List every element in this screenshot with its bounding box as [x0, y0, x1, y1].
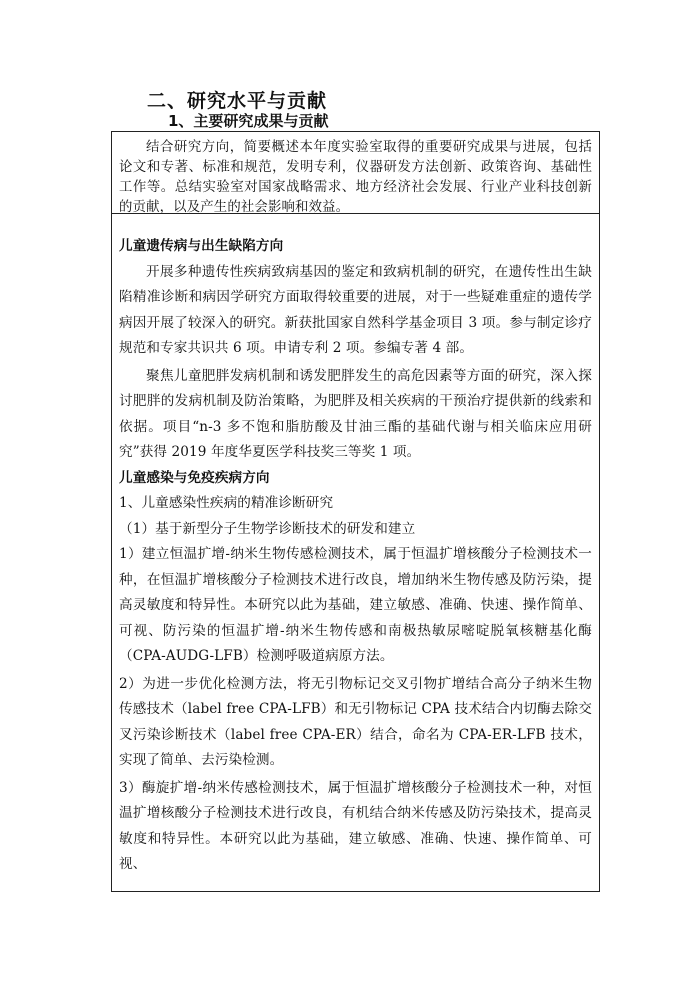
direction-title: 儿童感染与免疫疾病方向 — [119, 469, 270, 486]
list-item: 3）酶旋扩增-纳米传感检测技术，属于恒温扩增核酸分子检测技术一种，对恒温扩增核酸分子检测技术进行改良，有机结合纳米传感及防污染技术，提高灵敏度和特异性。本研究以此为基础，建立敏感、准确、快速、操作简单、可视、 — [119, 779, 592, 872]
direction-title: 儿童遗传病与出生缺陷方向 — [119, 238, 284, 254]
subsection-heading: 1、主要研究成果与贡献 — [168, 112, 329, 130]
paragraph: 开展多种遗传性疾病致病基因的鉴定和致病机制的研究，在遗传性出生缺陷精准诊断和病因学研究方面取得较重要的进展，对于一些疑难重症的遗传学病因开展了较深入的研究。新获批国家自然科学基金项目 3 项。参与制定诊疗规范和专家共识共 6 项。申请专利 2 项。参编专著 4 部。 — [119, 263, 592, 356]
instruction-text: 结合研究方向，简要概述本年度实验室取得的重要研究成果与进展，包括论文和专著、标准和规范，发明专利，仪器研发方法创新、政策咨询、基础性工作等。总结实验室对国家战略需求、地方经济社会发展、行业产业科技创新的贡献，以及产生的社会影响和效益。 — [119, 140, 592, 215]
list-item: 2）为进一步优化检测方法，将无引物标记交叉引物扩增结合高分子纳米生物传感技术（label free CPA-LFB）和无引物标记 CPA 技术结合内切酶去除交叉污染诊断技术（label free CPA-ER）结合，命名为 CPA-ER-LFB 技术，实现了简单、去污染检测。 — [119, 675, 592, 768]
table-divider — [112, 213, 599, 214]
report-body — [119, 232, 592, 878]
content-table — [111, 131, 600, 892]
list-item: 1）建立恒温扩增-纳米生物传感检测技术，属于恒温扩增核酸分子检测技术一种，在恒温扩增核酸分子检测技术进行改良，增加纳米生物传感及防污染，提高灵敏度和特异性。本研究以此为基础，建立敏感、准确、快速、操作简单、可视、防污染的恒温扩增-纳米生物传感和南极热敏尿嘧啶脱氧核糖基化酶（CPA-AUDG-LFB）检测呼吸道病原方法。 — [119, 546, 592, 664]
list-item: 1、儿童感染性疾病的精准诊断研究 — [119, 495, 334, 511]
section-heading: 二、研究水平与贡献 — [147, 90, 328, 112]
paragraph: 聚焦儿童肥胖发病机制和诱发肥胖发生的高危因素等方面的研究，深入探讨肥胖的发病机制及防治策略，为肥胖及相关疾病的干预治疗提供新的线索和依据。项目“n-3 多不饱和脂肪酸及甘油三酯的基础代谢与相关临床应用研究”获得 2019 年度华夏医学科技奖三等奖 1 项。 — [119, 367, 592, 460]
list-item: （1）基于新型分子生物学诊断技术的研发和建立 — [119, 520, 416, 537]
